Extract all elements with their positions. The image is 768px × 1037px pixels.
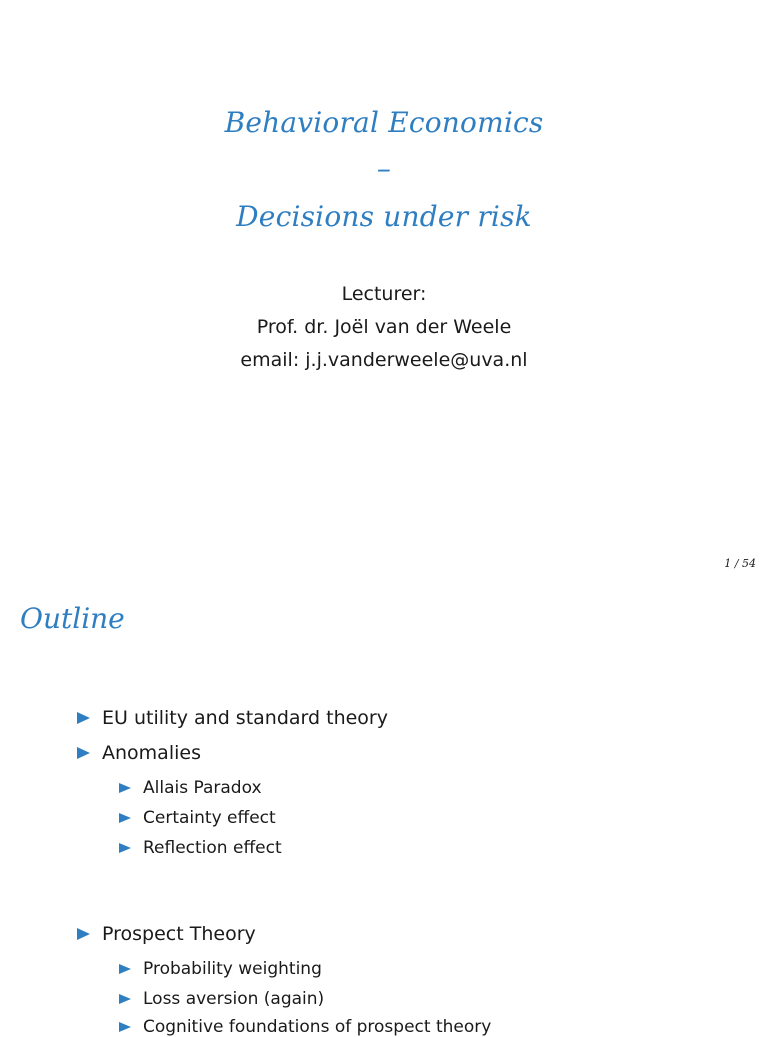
frame-title: Outline — [20, 602, 125, 635]
triangle-right-icon — [119, 783, 131, 793]
outline-item — [77, 707, 388, 729]
triangle-right-icon — [77, 712, 90, 724]
outline-item-label: EU utility and standard theory — [102, 707, 388, 729]
outline-item-label: Probability weighting — [143, 959, 322, 979]
outline-item — [77, 742, 201, 764]
outline-subitem — [119, 1017, 491, 1037]
triangle-right-icon — [77, 747, 90, 759]
lecturer-email: email: j.j.vanderweele@uva.nl — [240, 349, 528, 371]
triangle-right-icon — [119, 994, 131, 1004]
triangle-right-icon — [119, 843, 131, 853]
presentation-subtitle: Decisions under risk — [236, 200, 532, 233]
title-separator: – — [376, 152, 392, 185]
presentation-title: Behavioral Economics — [224, 106, 544, 139]
outline-item-label: Anomalies — [102, 742, 201, 764]
triangle-right-icon — [77, 928, 90, 940]
outline-subitem — [119, 778, 262, 798]
outline-item-label: Certainty effect — [143, 808, 276, 828]
outline-subitem — [119, 808, 276, 828]
outline-slide — [0, 576, 768, 1037]
outline-item — [77, 923, 256, 945]
triangle-right-icon — [119, 1022, 131, 1032]
outline-subitem — [119, 989, 324, 1009]
lecturer-name: Prof. dr. Joël van der Weele — [256, 316, 512, 338]
lecturer-label: Lecturer: — [341, 283, 427, 305]
outline-item-label: Loss aversion (again) — [143, 989, 325, 1009]
outline-subitem — [119, 838, 282, 858]
outline-item-label: Reflection effect — [143, 838, 282, 858]
outline-item-label: Cognitive foundations of prospect theory — [143, 1017, 492, 1037]
outline-item-label: Allais Paradox — [143, 778, 262, 798]
triangle-right-icon — [119, 813, 131, 823]
outline-item-label: Prospect Theory — [102, 923, 256, 945]
outline-subitem — [119, 959, 322, 979]
triangle-right-icon — [119, 964, 131, 974]
page-number: 1 / 54 — [724, 557, 756, 570]
